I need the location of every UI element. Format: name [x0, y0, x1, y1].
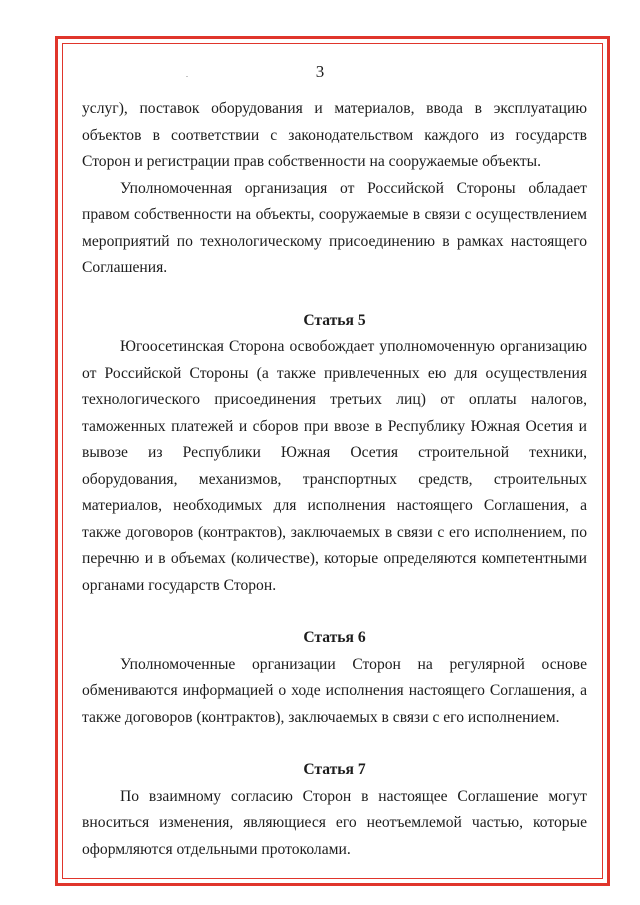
- spacer: [82, 282, 587, 308]
- paragraph-ownership: Уполномоченная организация от Российской Стороны обладает правом собственности на объекты, сооружаемые в связи с осуществлением мероприятий по технологическому присоединению в рамках настоящего Соглашения.: [82, 179, 587, 276]
- spacer: [82, 731, 587, 757]
- article-6-title: Статья 6: [303, 629, 366, 646]
- document-body: [82, 96, 587, 863]
- article-7-text: По взаимному согласию Сторон в настоящее Соглашение могут вноситься изменения, являющиеся его неотъемлемой частью, которые оформляются отдельными протоколами.: [82, 787, 587, 858]
- article-5-title: Статья 5: [303, 311, 366, 329]
- stray-dot-mark: .: [186, 70, 188, 79]
- article-6-text: Уполномоченные организации Сторон на регулярной основе обмениваются информацией о ходе исполнения настоящего Соглашения, а также договоров (контрактов), заключаемых в связи с его исполнением.: [82, 655, 587, 726]
- spacer: [82, 599, 587, 625]
- page-number: 3: [315, 62, 325, 81]
- article-5-text: Югоосетинская Сторона освобождает уполномоченную организацию от Российской Стороны (а также привлеченных ею для осуществления технологического присоединения третьих лиц) от оплаты налогов, таможенных платежей и сборов при ввозе в Республику Южная Осетия и вывозе из Республики Южная Осетия строительной техники, оборудования, механизмов, транспортных средств, строительных материалов, необходимых для исполнения настоящего Соглашения, а также договоров (контрактов), заключаемых в связи с его исполнением, по перечню и в объемах (количестве), которые определяются компетентными органами государств Сторон.: [82, 338, 587, 594]
- paragraph-continuation: услуг), поставок оборудования и материалов, ввода в эксплуатацию объектов в соответствии с законодательством каждого из государств Сторон и регистрации прав собственности на сооружаемые объекты.: [82, 100, 587, 170]
- article-7-title: Статья 7: [303, 761, 366, 778]
